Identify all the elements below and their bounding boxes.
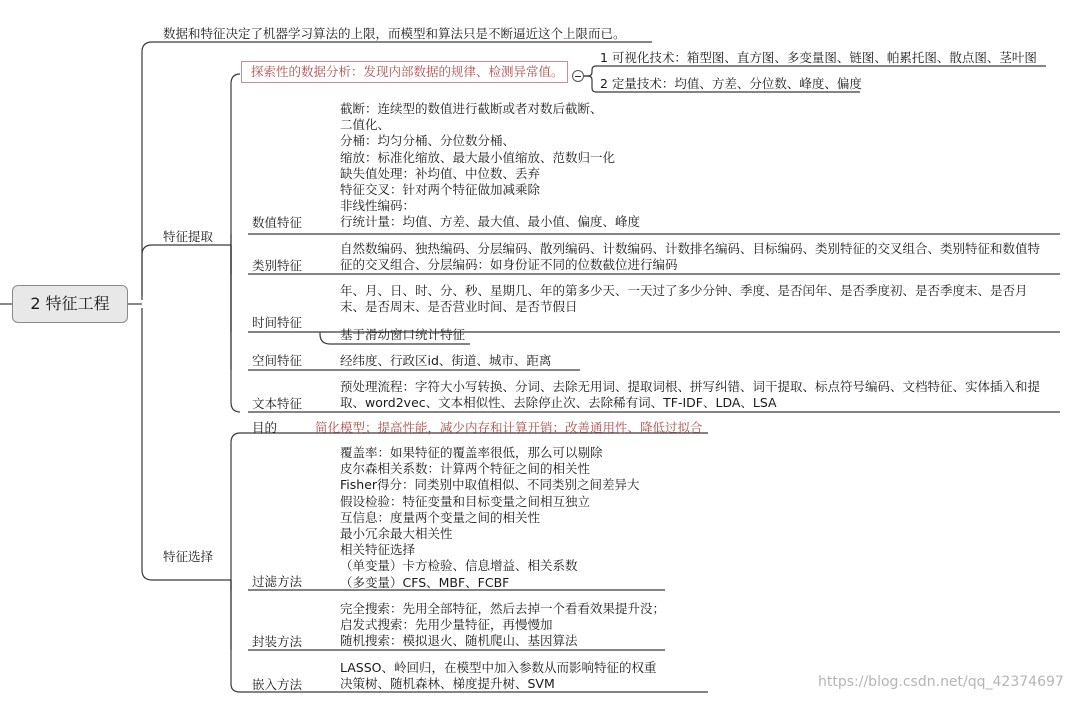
node-wrapper-methods[interactable]: 封装方法 [252,634,303,649]
spatial-features-detail: 经纬度、行政区id、街道、城市、距离 [340,353,552,368]
root-label: 2 特征工程 [30,294,110,313]
node-visualization-techniques[interactable]: 1 可视化技术：箱型图、直方图、多变量图、链图、帕累托图、散点图、茎叶图 [600,50,1037,65]
node-eda[interactable]: 探索性的数据分析：发现内部数据的规律、检测异常值。 [251,64,564,79]
node-sliding-window[interactable]: 基于滑动窗口统计特征 [340,327,466,342]
node-feature-selection[interactable]: 特征选择 [163,549,214,564]
node-quantitative-techniques[interactable]: 2 定量技术：均值、方差、分位数、峰度、偏度 [600,76,862,91]
numeric-features-detail: 截断：连续型的数值进行截断或者对数后截断、 二值化、 分桶：均匀分桶、分位数分桶、 缩放：标准化缩放、最大最小值缩放、范数归一化 缺失值处理：补均值、中位数、丢弃 特征交叉：针对两个特征做加减乘除 非线性编码： 行统计量：均值、方差、最大值、最小值、偏度、峰度 [340,101,641,230]
node-text-features[interactable]: 文本特征 [252,396,303,411]
node-time-features[interactable]: 时间特征 [252,315,303,330]
node-filter-methods[interactable]: 过滤方法 [252,574,303,589]
node-numeric-features[interactable]: 数值特征 [252,215,303,230]
categorical-features-detail: 自然数编码、独热编码、分层编码、散列编码、计数编码、计数排名编码、目标编码、类别特征的交叉组合、类别特征和数值特 征的交叉组合、分层编码：如身份证不同的位数截位进行编码 [340,241,1041,273]
node-categorical-features[interactable]: 类别特征 [252,258,303,273]
embedded-methods-detail: LASSO、岭回归，在模型中加入参数从而影响特征的权重 决策树、随机森林、梯度提升树、SVM [340,660,657,692]
node-spatial-features[interactable]: 空间特征 [252,353,303,368]
text-features-detail: 预处理流程：字符大小写转换、分词、去除无用词、提取词根、拼写纠错、词干提取、标点符号编码、文档特征、实体插入和提 取、word2vec、文本相似性、去除停止次、去除稀有词、TF-IDF、LDA、LSA [340,379,1041,411]
node-feature-extraction[interactable]: 特征提取 [163,229,214,244]
node-purpose[interactable]: 目的 [252,420,278,435]
filter-methods-detail: 覆盖率：如果特征的覆盖率很低，那么可以剔除 皮尔森相关系数：计算两个特征之间的相关性 Fisher得分：同类别中取值相似、不同类别之间差异大 假设检验：特征变量和目标变量之间相互独立 互信息：度量两个变量之间的相关性 最小冗余最大相关性 相关特征选择 （单变量）卡方检验、信息增益、相关系数 （多变量）CFS、MBF、FCBF [340,445,640,590]
collapse-icon[interactable] [572,70,584,82]
intro-note: 数据和特征决定了机器学习算法的上限，而模型和算法只是不断逼近这个上限而已。 [163,26,626,41]
root-node[interactable] [12,285,128,323]
node-embedded-methods[interactable]: 嵌入方法 [252,677,303,692]
wrapper-methods-detail: 完全搜索：先用全部特征，然后去掉一个看看效果提升没； 启发式搜索：先用少量特征，再慢慢加 随机搜索：模拟退火、随机爬山、基因算法 [340,601,666,649]
purpose-detail: 简化模型；提高性能，减少内存和计算开销；改善通用性、降低过拟合 [315,420,703,435]
watermark: https://blog.csdn.net/qq_42374697 [818,674,1064,690]
time-features-detail: 年、月、日、时、分、秒、星期几、年的第多少天、一天过了多少分钟、季度、是否闰年、是否季度初、是否季度末、是否月 末、是否周末、是否营业时间、是否节假日 [340,283,1028,315]
